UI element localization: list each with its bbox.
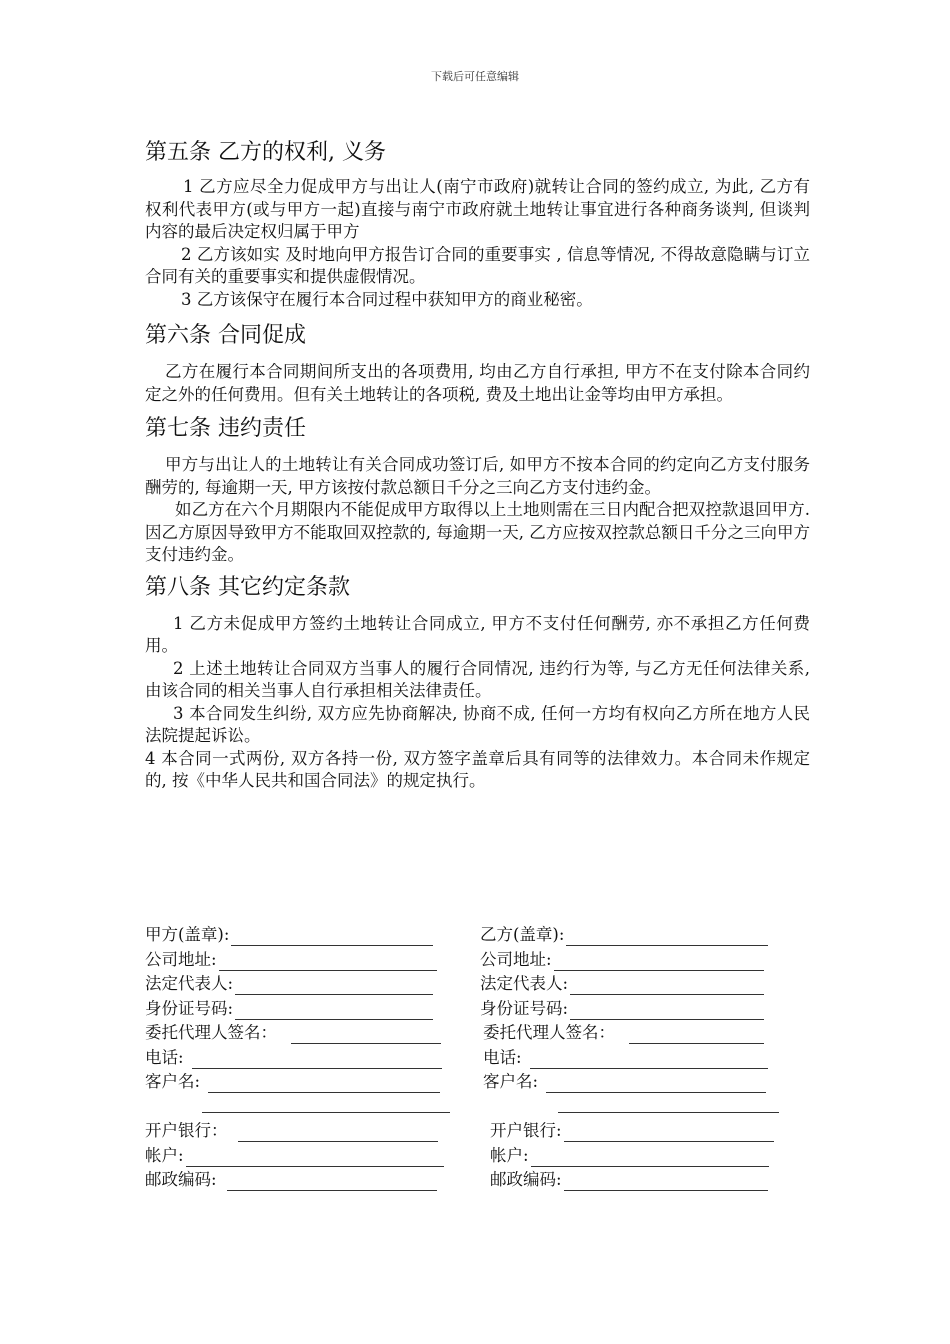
party-b-phone-line[interactable] bbox=[530, 1052, 768, 1069]
section-5-clause-2: 2 乙方该如实 及时地向甲方报告订合同的重要事实 , 信息等情况, 不得故意隐瞒与订立合同有关的重要事实和提供虚假情况。 bbox=[145, 244, 810, 286]
section-7-clause-1: 甲方与出让人的土地转让有关合同成功签订后, 如甲方不按本合同的约定向乙方支付服务酬劳的, 每逾期一天, 甲方该按付款总额日千分之三向乙方支付违约金。 bbox=[145, 455, 810, 497]
party-b-address bbox=[480, 949, 764, 971]
party-b-postcode-label: 邮政编码: bbox=[490, 1170, 562, 1189]
party-a-postcode bbox=[145, 1169, 437, 1191]
party-b-seal bbox=[480, 924, 768, 946]
party-a-phone-label: 电话: bbox=[145, 1047, 184, 1067]
party-b-agent bbox=[483, 1022, 764, 1044]
party-b-client-line[interactable] bbox=[546, 1076, 766, 1093]
contract-body bbox=[145, 134, 810, 793]
party-a-account-line[interactable] bbox=[186, 1150, 444, 1167]
party-a-agent-label: 委托代理人签名： bbox=[145, 1023, 277, 1042]
party-a-account-label: 帐户: bbox=[145, 1145, 184, 1165]
party-a-client-line-2[interactable] bbox=[202, 1096, 450, 1113]
party-a-rep-label: 法定代表人: bbox=[145, 974, 234, 993]
section-7-title: 第七条 违约责任 bbox=[145, 416, 306, 441]
section-5-title: 第五条 乙方的权利, 义务 bbox=[145, 140, 386, 165]
party-b-seal-line[interactable] bbox=[566, 929, 768, 946]
party-b-bank-line[interactable] bbox=[564, 1125, 774, 1142]
signature-block bbox=[145, 924, 825, 1194]
section-5-clause-1: 1 乙方应尽全力促成甲方与出让人(南宁市政府)就转让合同的签约成立, 为此, 乙方有权利代表甲方(或与甲方一起)直接与南宁市政府就土地转让事宜进行各种商务谈判, 但谈判内容的最后决定权归属于甲方 bbox=[145, 177, 810, 241]
party-b-postcode-line[interactable] bbox=[564, 1174, 768, 1191]
section-8-clause-3: 3 本合同发生纠纷, 双方应先协商解决, 协商不成, 任何一方均有权向乙方所在地方人民法院提起诉讼。 bbox=[145, 703, 810, 745]
party-a-address bbox=[145, 949, 437, 971]
section-6-title: 第六条 合同促成 bbox=[145, 323, 306, 348]
page-header-note: 下载后可任意编辑 bbox=[431, 70, 519, 83]
signature-row-client-continued bbox=[145, 1096, 825, 1121]
party-a-postcode-label: 邮政编码: bbox=[145, 1170, 217, 1189]
signature-row-phone bbox=[145, 1047, 825, 1072]
party-b-id-line[interactable] bbox=[570, 1003, 764, 1020]
party-a-id-label: 身份证号码: bbox=[145, 998, 234, 1018]
party-b-rep bbox=[480, 973, 764, 995]
party-a-phone bbox=[145, 1047, 442, 1069]
party-b-client-line-2[interactable] bbox=[558, 1096, 779, 1113]
party-b-bank bbox=[490, 1120, 774, 1142]
party-a-rep bbox=[145, 973, 433, 995]
party-a-seal-label: 甲方(盖章): bbox=[145, 925, 230, 944]
party-a-account bbox=[145, 1145, 444, 1167]
party-b-rep-label: 法定代表人: bbox=[480, 974, 569, 993]
party-a-address-label: 公司地址: bbox=[145, 949, 217, 969]
section-8-clause-4: 4 本合同一式两份, 双方各持一份, 双方签字盖章后具有同等的法律效力。本合同未作规定的, 按《中华人民共和国合同法》的规定执行。 bbox=[145, 748, 810, 790]
signature-row-rep bbox=[145, 973, 825, 998]
party-b-postcode bbox=[490, 1169, 768, 1191]
party-a-client bbox=[145, 1071, 440, 1093]
section-8-clause-1: 1 乙方未促成甲方签约土地转让合同成立, 甲方不支付任何酬劳, 亦不承担乙方任何费用。 bbox=[145, 613, 810, 655]
party-a-rep-line[interactable] bbox=[235, 978, 433, 995]
party-b-account bbox=[490, 1145, 769, 1167]
party-b-bank-label: 开户银行: bbox=[490, 1121, 562, 1140]
party-a-phone-line[interactable] bbox=[192, 1052, 442, 1069]
signature-row-bank bbox=[145, 1120, 825, 1145]
party-b-account-line[interactable] bbox=[531, 1150, 769, 1167]
party-b-client-label: 客户名: bbox=[483, 1072, 539, 1091]
party-a-bank-label: 开户银行： bbox=[145, 1121, 228, 1140]
party-b-address-label: 公司地址: bbox=[480, 949, 552, 969]
section-5-clause-3: 3 乙方该保守在履行本合同过程中获知甲方的商业秘密。 bbox=[181, 289, 593, 309]
section-7-clause-2: 如乙方在六个月期限内不能促成甲方取得以上土地则需在三日内配合把双控款退回甲方. 因乙方原因导致甲方不能取回双控款的, 每逾期一天, 乙方应按双控款总额日千分之三向甲方支付违约金。 bbox=[145, 500, 810, 564]
party-b-address-line[interactable] bbox=[554, 954, 764, 971]
section-8-clause-2: 2 上述土地转让合同双方当事人的履行合同情况, 违约行为等, 与乙方无任何法律关系, 由该合同的相关当事人自行承担相关法律责任。 bbox=[145, 658, 810, 700]
party-a-bank bbox=[145, 1120, 438, 1142]
party-b-account-label: 帐户: bbox=[490, 1145, 529, 1165]
party-b-rep-line[interactable] bbox=[570, 978, 764, 995]
signature-row-seal bbox=[145, 924, 825, 949]
party-b-agent-line[interactable] bbox=[629, 1027, 764, 1044]
section-6-clause-1: 乙方在履行本合同期间所支出的各项费用, 均由乙方自行承担, 甲方不在支付除本合同约定之外的任何费用。但有关土地转让的各项税, 费及土地出让金等均由甲方承担。 bbox=[145, 362, 810, 404]
signature-row-agent bbox=[145, 1022, 825, 1047]
signature-row-account bbox=[145, 1145, 825, 1170]
signature-row-id bbox=[145, 998, 825, 1023]
party-a-id-line[interactable] bbox=[235, 1003, 433, 1020]
party-a-id bbox=[145, 998, 433, 1020]
party-a-agent-line[interactable] bbox=[291, 1027, 441, 1044]
party-b-client bbox=[483, 1071, 766, 1093]
signature-row-postcode bbox=[145, 1169, 825, 1194]
signature-row-address bbox=[145, 949, 825, 974]
party-a-agent bbox=[145, 1022, 441, 1044]
party-b-id-label: 身份证号码: bbox=[480, 998, 569, 1018]
party-b-phone bbox=[483, 1047, 768, 1069]
section-8-title: 第八条 其它约定条款 bbox=[145, 574, 350, 600]
party-b-agent-label: 委托代理人签名： bbox=[483, 1023, 615, 1042]
party-b-id bbox=[480, 998, 764, 1020]
party-a-address-line[interactable] bbox=[219, 954, 437, 971]
party-b-seal-label: 乙方(盖章): bbox=[480, 925, 565, 944]
party-a-bank-line[interactable] bbox=[238, 1125, 438, 1142]
signature-row-client bbox=[145, 1071, 825, 1096]
party-a-seal-line[interactable] bbox=[231, 929, 433, 946]
party-b-phone-label: 电话: bbox=[483, 1047, 522, 1067]
party-a-seal bbox=[145, 924, 433, 946]
party-a-postcode-line[interactable] bbox=[227, 1174, 437, 1191]
party-a-client-line[interactable] bbox=[208, 1076, 440, 1093]
party-a-client-label: 客户名: bbox=[145, 1072, 201, 1091]
